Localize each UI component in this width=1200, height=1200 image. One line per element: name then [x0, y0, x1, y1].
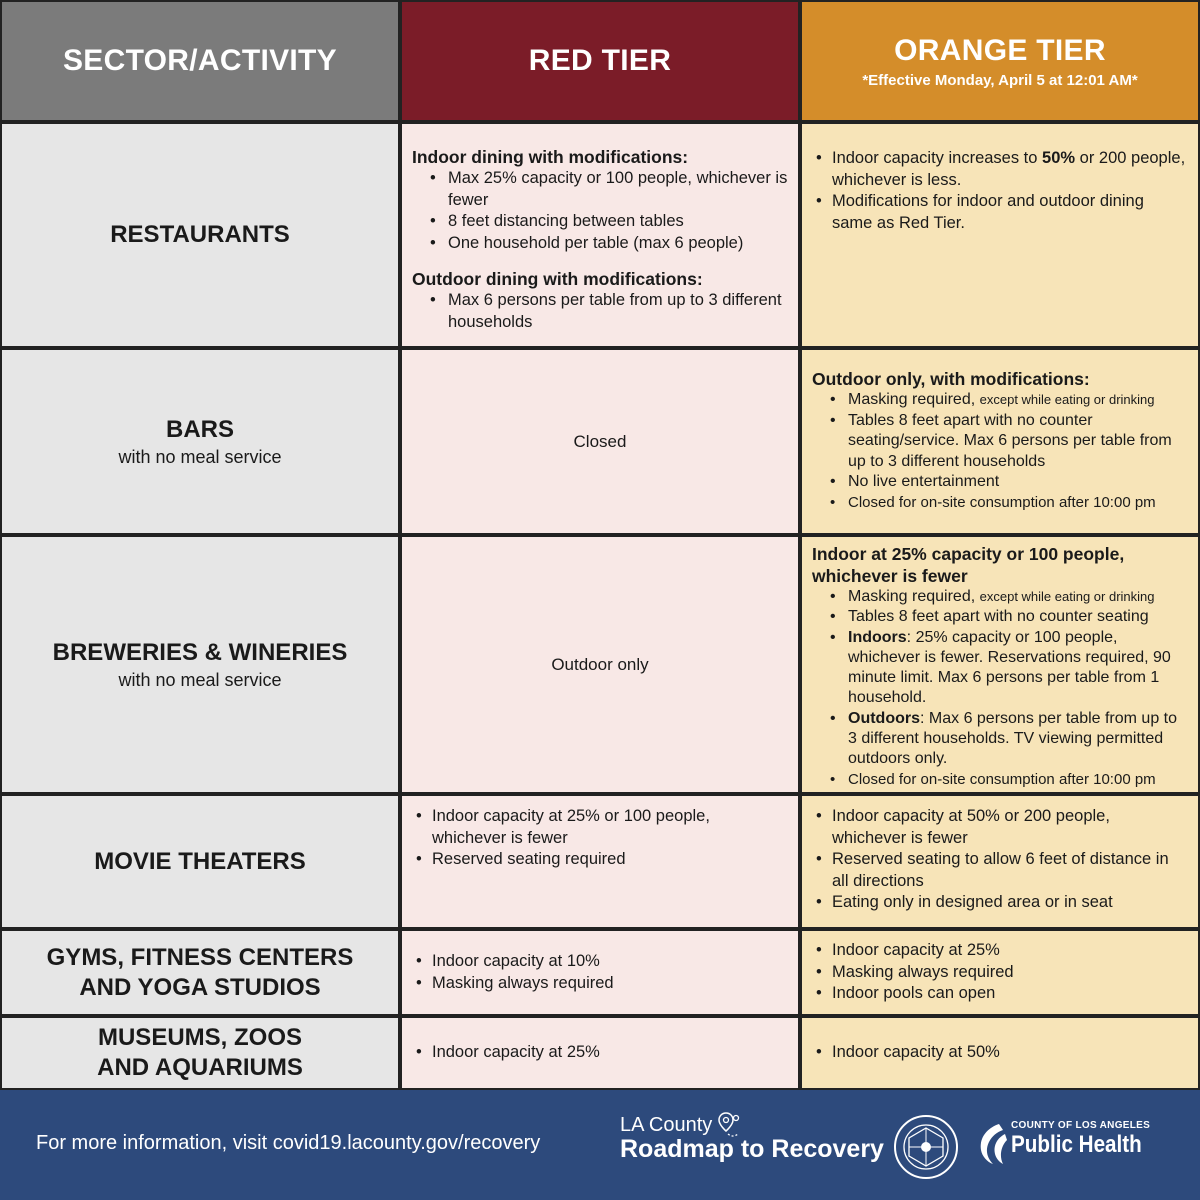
list-item: • 8 feet distancing between tables: [412, 211, 788, 233]
list-item: • Modifications for indoor and outdoor dining same as Red Tier.: [812, 191, 1188, 234]
list-item: • Indoor capacity increases to 50% or 200 people, whichever is less.: [812, 148, 1188, 191]
orange-movie-theaters: [800, 794, 1200, 929]
sector-museums: [0, 1016, 400, 1090]
public-health-logo: [975, 1120, 1163, 1159]
header-red-tier: [400, 0, 800, 122]
breweries-orange-list: [812, 587, 1188, 790]
public-health-logo-icon: [975, 1122, 1009, 1166]
list-item: • Max 6 persons per table from up to 3 different households: [412, 290, 788, 333]
sector-name-line1: MUSEUMS, ZOOS: [97, 1024, 302, 1051]
indoor-dining-list: [412, 168, 788, 254]
list-item: • Masking always required: [812, 962, 1188, 984]
restaurants-orange-list: [812, 148, 1188, 234]
list-item: • Masking always required: [412, 973, 788, 995]
orange-gyms: [800, 929, 1200, 1016]
outdoor-dining-list: [412, 290, 788, 333]
header-sector-title: SECTOR/ACTIVITY: [63, 44, 337, 77]
sector-name-line2: AND AQUARIUMS: [97, 1054, 303, 1081]
roadmap-to-recovery-logo: [620, 1114, 884, 1164]
public-health-title: Public Health: [1011, 1131, 1142, 1158]
header-red-title: RED TIER: [528, 44, 672, 77]
sector-subtitle: with no meal service: [118, 447, 282, 467]
footer: [0, 1090, 1200, 1200]
list-item: • Eating only in designed area or in seat: [812, 892, 1188, 914]
list-item: • No live entertainment: [812, 472, 1188, 493]
gyms-orange-list: [812, 940, 1188, 1005]
list-item: • Indoor capacity at 10%: [412, 951, 788, 973]
list-item: • Tables 8 feet apart with no counter seating: [812, 607, 1188, 627]
list-item: • Indoor capacity at 50% or 200 people, whichever is fewer: [812, 806, 1188, 849]
red-restaurants: [400, 122, 800, 348]
red-bars: [400, 348, 800, 535]
list-item: • Indoor capacity at 50%: [812, 1042, 1188, 1064]
list-item: • One household per table (max 6 people): [412, 233, 788, 255]
red-museums: [400, 1016, 800, 1090]
museums-orange-list: [812, 1042, 1188, 1064]
header-orange-effective-date: *Effective Monday, April 5 at 12:01 AM*: [862, 71, 1138, 89]
bars-orange-list: [812, 390, 1188, 513]
indoor-dining-title: Indoor dining with modifications:: [412, 147, 689, 167]
red-breweries: [400, 535, 800, 794]
sector-name: RESTAURANTS: [110, 221, 290, 248]
footer-info-text: For more information, visit covid19.lacounty.gov/recovery: [36, 1132, 541, 1154]
gyms-red-list: [412, 951, 788, 994]
movies-orange-list: [812, 806, 1188, 914]
sector-name-line1: GYMS, FITNESS CENTERS: [46, 943, 354, 971]
county-seal-icon: [893, 1114, 959, 1180]
logo-la-county: LA County: [620, 1114, 713, 1136]
list-item: • Reserved seating to allow 6 feet of distance in all directions: [812, 849, 1188, 892]
bars-orange-title: Outdoor only, with modifications:: [812, 369, 1090, 389]
header-sector: [0, 0, 400, 122]
red-movie-theaters: [400, 794, 800, 929]
sector-name: BARS: [165, 416, 234, 443]
public-health-county-label: COUNTY OF LOS ANGELES: [1011, 1120, 1151, 1131]
sector-name-line2: AND YOGA STUDIOS: [79, 973, 321, 1001]
list-item: • Indoors: 25% capacity or 100 people, whichever is fewer. Reservations required, 90 minute limit. Max 6 persons per table from 1 household.: [812, 628, 1188, 709]
location-pin-icon: [718, 1112, 740, 1140]
list-item: • Masking required, except while eating or drinking: [812, 587, 1188, 607]
red-gyms: [400, 929, 800, 1016]
sector-subtitle: with no meal service: [118, 670, 282, 690]
logo-roadmap-to-recovery: Roadmap to Recovery: [620, 1135, 884, 1163]
orange-restaurants: [800, 122, 1200, 348]
list-item: • Tables 8 feet apart with no counter seating/service. Max 6 persons per table from up to 3 different households: [812, 411, 1188, 473]
breweries-orange-title: Indoor at 25% capacity or 100 people, whichever is fewer: [812, 544, 1125, 586]
header-orange-title: ORANGE TIER: [894, 33, 1106, 67]
sector-movie-theaters: [0, 794, 400, 929]
header-orange-tier: [800, 0, 1200, 122]
orange-museums: [800, 1016, 1200, 1090]
list-item: • Reserved seating required: [412, 849, 788, 871]
movies-red-list: [412, 806, 788, 871]
list-item: • Closed for on-site consumption after 10:00 pm: [812, 493, 1188, 514]
list-item: • Outdoors: Max 6 persons per table from up to 3 different households. TV viewing permitted outdoors only.: [812, 709, 1188, 770]
sector-breweries: [0, 535, 400, 794]
list-item: • Indoor capacity at 25%: [812, 940, 1188, 962]
sector-name: MOVIE THEATERS: [94, 847, 306, 875]
sector-bars: [0, 348, 400, 535]
sector-gyms: [0, 929, 400, 1016]
outdoor-dining-title: Outdoor dining with modifications:: [412, 269, 703, 289]
orange-bars: [800, 348, 1200, 535]
list-item: • Indoor pools can open: [812, 983, 1188, 1005]
list-item: • Closed for on-site consumption after 10:00 pm: [812, 770, 1188, 790]
breweries-red-status: Outdoor only: [551, 654, 649, 674]
list-item: • Masking required, except while eating or drinking: [812, 390, 1188, 411]
list-item: • Indoor capacity at 25%: [412, 1042, 788, 1064]
sector-name: BREWERIES & WINERIES: [52, 639, 348, 666]
sector-restaurants: [0, 122, 400, 348]
orange-breweries: [800, 535, 1200, 794]
museums-red-list: [412, 1042, 788, 1064]
list-item: • Max 25% capacity or 100 people, whichever is fewer: [412, 168, 788, 211]
bars-red-status: Closed: [573, 431, 627, 451]
list-item: • Indoor capacity at 25% or 100 people, whichever is fewer: [412, 806, 788, 849]
